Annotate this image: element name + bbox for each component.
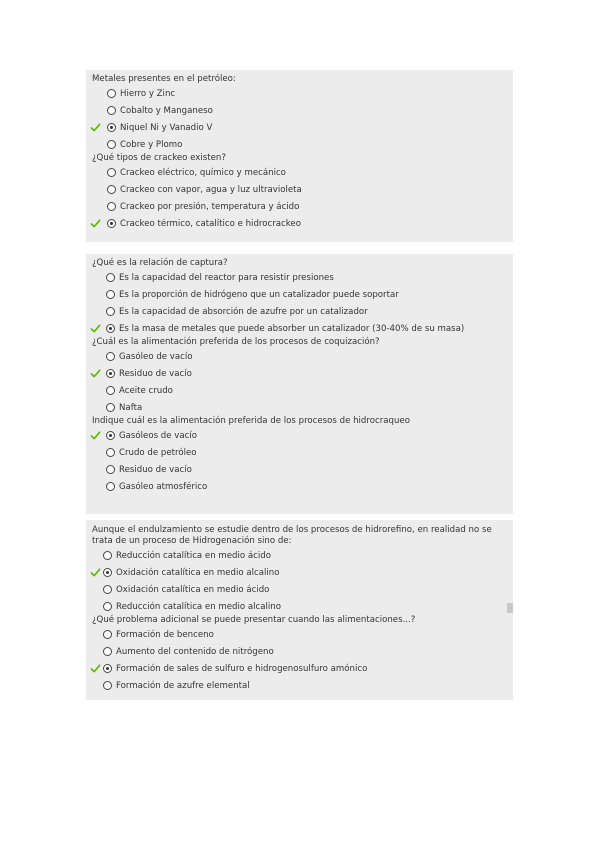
radio-icon[interactable] bbox=[103, 647, 112, 656]
answer-option[interactable] bbox=[86, 626, 513, 643]
quiz-panel-3 bbox=[86, 520, 513, 700]
radio-icon[interactable] bbox=[107, 168, 116, 177]
question-block bbox=[86, 520, 513, 615]
answer-option[interactable] bbox=[86, 581, 513, 598]
question-block bbox=[86, 416, 513, 495]
quiz-panel-1 bbox=[86, 70, 513, 242]
answer-option[interactable] bbox=[86, 598, 513, 615]
answer-label: Aceite crudo bbox=[119, 385, 173, 396]
answer-option[interactable] bbox=[86, 547, 513, 564]
checkmark-icon bbox=[90, 430, 101, 441]
radio-icon[interactable] bbox=[103, 585, 112, 594]
answer-label: Cobalto y Manganeso bbox=[120, 105, 213, 116]
answer-label: Gasóleos de vacío bbox=[119, 430, 197, 441]
answer-option[interactable] bbox=[86, 85, 513, 102]
radio-selected-icon[interactable] bbox=[107, 123, 116, 132]
question-block bbox=[86, 615, 513, 694]
answer-label: Crackeo por presión, temperatura y ácido bbox=[120, 201, 300, 212]
question-text: ¿Qué es la relación de captura? bbox=[92, 258, 228, 268]
radio-icon[interactable] bbox=[107, 185, 116, 194]
radio-icon[interactable] bbox=[106, 448, 115, 457]
answer-label: Residuo de vacío bbox=[119, 368, 192, 379]
answer-option[interactable] bbox=[86, 643, 513, 660]
answer-label: Cobre y Plomo bbox=[120, 139, 183, 150]
radio-selected-icon[interactable] bbox=[107, 219, 116, 228]
question-block bbox=[86, 337, 513, 416]
question-text: ¿Qué problema adicional se puede presentar cuando las alimentaciones...? bbox=[92, 615, 416, 625]
answer-option[interactable] bbox=[86, 461, 513, 478]
checkmark-icon bbox=[90, 323, 101, 334]
answer-label: Formación de sales de sulfuro e hidrogenosulfuro amónico bbox=[116, 663, 368, 674]
answer-option[interactable] bbox=[86, 320, 513, 337]
radio-icon[interactable] bbox=[106, 307, 115, 316]
answer-option[interactable] bbox=[86, 660, 513, 677]
radio-icon[interactable] bbox=[106, 352, 115, 361]
radio-icon[interactable] bbox=[106, 290, 115, 299]
answer-option[interactable] bbox=[86, 181, 513, 198]
answer-label: Crudo de petróleo bbox=[119, 447, 197, 458]
answer-option[interactable] bbox=[86, 427, 513, 444]
answer-option[interactable] bbox=[86, 286, 513, 303]
question-block bbox=[86, 254, 513, 337]
scroll-tab[interactable] bbox=[507, 603, 513, 613]
answer-option[interactable] bbox=[86, 365, 513, 382]
answer-option[interactable] bbox=[86, 444, 513, 461]
radio-icon[interactable] bbox=[107, 89, 116, 98]
radio-icon[interactable] bbox=[106, 465, 115, 474]
radio-icon[interactable] bbox=[106, 482, 115, 491]
answer-label: Oxidación catalítica en medio alcalino bbox=[116, 567, 280, 578]
checkmark-icon bbox=[90, 218, 101, 229]
question-text: Metales presentes en el petróleo: bbox=[92, 74, 236, 84]
answer-option[interactable] bbox=[86, 348, 513, 365]
question-text: ¿Qué tipos de crackeo existen? bbox=[92, 153, 226, 163]
answer-label: Oxidación catalítica en medio ácido bbox=[116, 584, 270, 595]
answer-option[interactable] bbox=[86, 303, 513, 320]
radio-selected-icon[interactable] bbox=[103, 664, 112, 673]
answer-label: Crackeo eléctrico, químico y mecánico bbox=[120, 167, 286, 178]
radio-icon[interactable] bbox=[103, 602, 112, 611]
answer-label: Es la masa de metales que puede absorber un catalizador (30-40% de su masa) bbox=[119, 323, 465, 334]
answer-option[interactable] bbox=[86, 198, 513, 215]
answer-label: Reducción catalítica en medio ácido bbox=[116, 550, 271, 561]
answer-label: Es la capacidad de absorción de azufre por un catalizador bbox=[119, 306, 368, 317]
answer-label: Gasóleo de vacío bbox=[119, 351, 193, 362]
radio-selected-icon[interactable] bbox=[103, 568, 112, 577]
question-block bbox=[86, 153, 513, 232]
answer-label: Crackeo térmico, catalítico e hidrocrackeo bbox=[120, 218, 301, 229]
radio-icon[interactable] bbox=[107, 202, 116, 211]
answer-option[interactable] bbox=[86, 164, 513, 181]
answer-label: Gasóleo atmosférico bbox=[119, 481, 208, 492]
answer-label: Nafta bbox=[119, 402, 143, 413]
question-block bbox=[86, 70, 513, 153]
quiz-panel-2 bbox=[86, 254, 513, 514]
answer-option[interactable] bbox=[86, 478, 513, 495]
radio-icon[interactable] bbox=[106, 273, 115, 282]
checkmark-icon bbox=[90, 122, 101, 133]
answer-label: Es la capacidad del reactor para resistir presiones bbox=[119, 272, 334, 283]
answer-label: Aumento del contenido de nitrógeno bbox=[116, 646, 274, 657]
answer-option[interactable] bbox=[86, 677, 513, 694]
answer-label: Hierro y Zinc bbox=[120, 88, 176, 99]
answer-label: Residuo de vacío bbox=[119, 464, 192, 475]
answer-label: Formación de azufre elemental bbox=[116, 680, 250, 691]
radio-selected-icon[interactable] bbox=[106, 431, 115, 440]
answer-option[interactable] bbox=[86, 136, 513, 153]
answer-option[interactable] bbox=[86, 102, 513, 119]
radio-icon[interactable] bbox=[106, 403, 115, 412]
answer-option[interactable] bbox=[86, 215, 513, 232]
question-text: Aunque el endulzamiento se estudie dentro de los procesos de hidrorefino, en realidad no se trata de un proceso de Hidrogenación sino de: bbox=[92, 525, 492, 546]
answer-label: Niquel Ni y Vanadio V bbox=[120, 122, 213, 133]
answer-option[interactable] bbox=[86, 399, 513, 416]
checkmark-icon bbox=[90, 663, 101, 674]
answer-option[interactable] bbox=[86, 564, 513, 581]
answer-label: Formación de benceno bbox=[116, 629, 214, 640]
radio-selected-icon[interactable] bbox=[106, 369, 115, 378]
checkmark-icon bbox=[90, 567, 101, 578]
radio-icon[interactable] bbox=[107, 106, 116, 115]
answer-label: Reducción catalítica en medio alcalino bbox=[116, 601, 282, 612]
question-text: Indique cuál es la alimentación preferida de los procesos de hidrocraqueo bbox=[92, 416, 410, 426]
checkmark-icon bbox=[90, 368, 101, 379]
radio-icon[interactable] bbox=[103, 551, 112, 560]
answer-label: Crackeo con vapor, agua y luz ultravioleta bbox=[120, 184, 302, 195]
radio-selected-icon[interactable] bbox=[106, 324, 115, 333]
radio-icon[interactable] bbox=[103, 681, 112, 690]
radio-icon[interactable] bbox=[107, 140, 116, 149]
answer-option[interactable] bbox=[86, 269, 513, 286]
answer-option[interactable] bbox=[86, 382, 513, 399]
answer-label: Es la proporción de hidrógeno que un catalizador puede soportar bbox=[119, 289, 399, 300]
question-text: ¿Cuál es la alimentación preferida de los procesos de coquización? bbox=[92, 337, 380, 347]
radio-icon[interactable] bbox=[106, 386, 115, 395]
answer-option[interactable] bbox=[86, 119, 513, 136]
radio-icon[interactable] bbox=[103, 630, 112, 639]
